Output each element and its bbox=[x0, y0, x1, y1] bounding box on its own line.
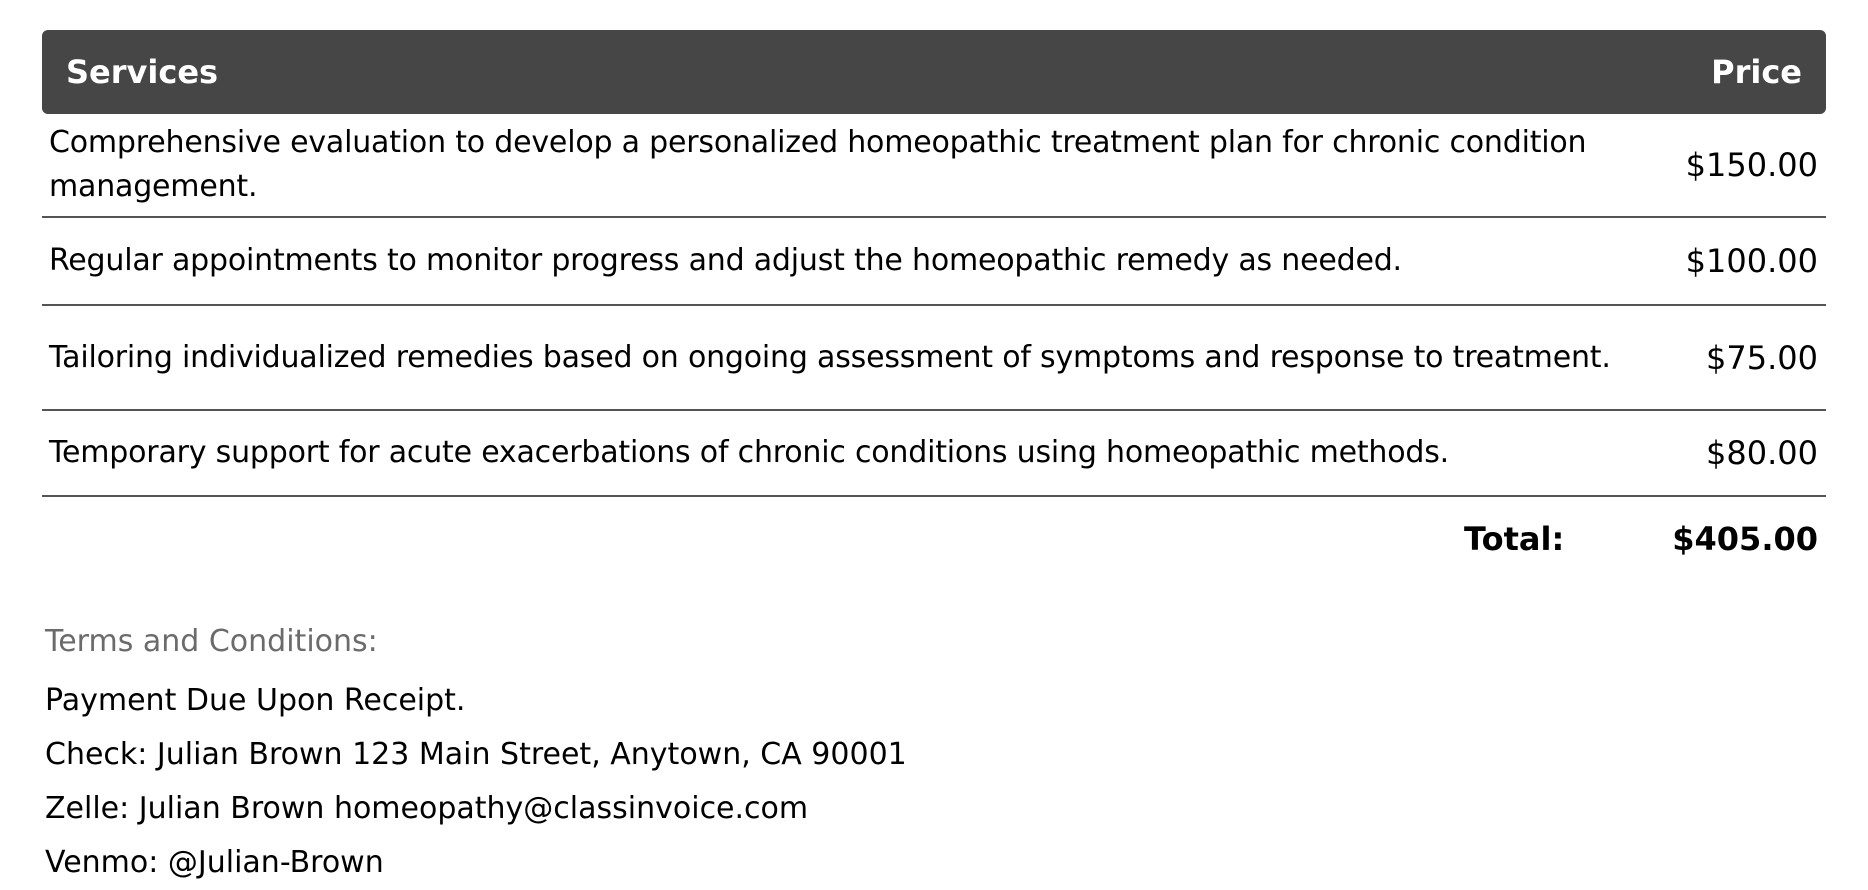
table-row bbox=[42, 306, 1826, 411]
services-table bbox=[42, 30, 1826, 581]
terms-venmo: Venmo: @Julian-Brown bbox=[45, 845, 384, 880]
table-row bbox=[42, 411, 1826, 497]
service-description: Tailoring individualized remedies based on ongoing assessment of symptoms and response to treatment. bbox=[49, 339, 1611, 375]
terms-section bbox=[45, 620, 907, 890]
service-price: $75.00 bbox=[1706, 338, 1818, 377]
service-description: Regular appointments to monitor progress and adjust the homeopathic remedy as needed. bbox=[49, 243, 1402, 278]
service-price: $80.00 bbox=[1706, 434, 1818, 472]
terms-heading: Terms and Conditions: bbox=[45, 624, 378, 659]
table-header bbox=[42, 30, 1826, 114]
header-services: Services bbox=[66, 53, 219, 91]
header-price: Price bbox=[1711, 53, 1802, 91]
total-row bbox=[42, 497, 1826, 581]
table-row bbox=[42, 114, 1826, 218]
total-amount: $405.00 bbox=[1672, 520, 1818, 558]
total-label: Total: bbox=[1464, 520, 1565, 558]
service-price: $100.00 bbox=[1685, 242, 1818, 280]
service-description: Comprehensive evaluation to develop a personalized homeopathic treatment plan for chronic condition management. bbox=[49, 125, 1587, 204]
terms-check: Check: Julian Brown 123 Main Street, Anytown, CA 90001 bbox=[45, 737, 907, 772]
service-description: Temporary support for acute exacerbations of chronic conditions using homeopathic methods. bbox=[49, 435, 1450, 470]
terms-payment-due: Payment Due Upon Receipt. bbox=[45, 683, 466, 718]
table-row bbox=[42, 218, 1826, 306]
service-price: $150.00 bbox=[1685, 146, 1818, 184]
terms-zelle: Zelle: Julian Brown homeopathy@classinvoice.com bbox=[45, 791, 809, 826]
